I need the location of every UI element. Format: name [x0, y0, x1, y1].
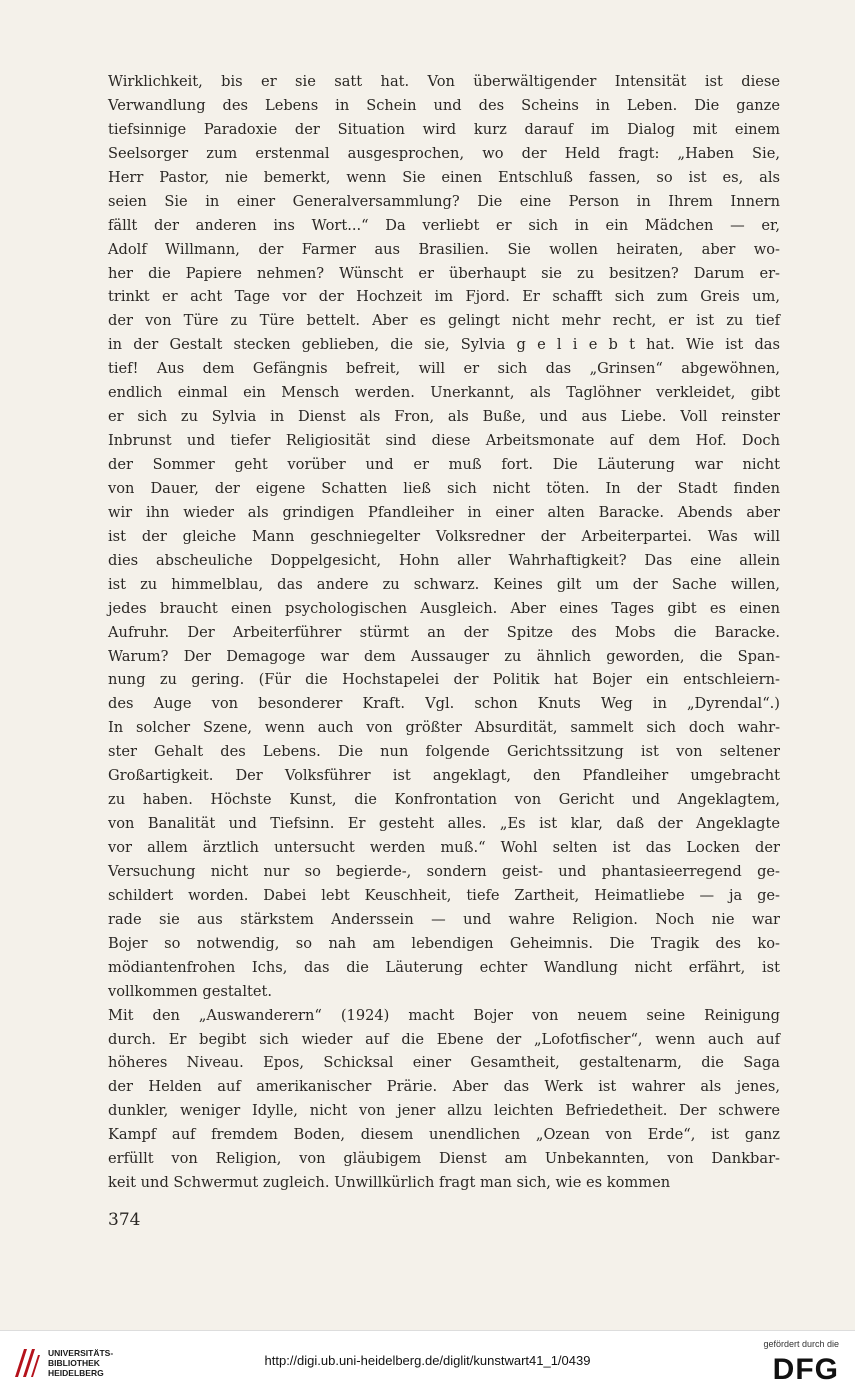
- dfg-logo: DFG: [772, 1353, 839, 1386]
- text-line: Wirklichkeit, bis er sie satt hat. Von überwältigender Intensität ist diese: [108, 73, 780, 90]
- text-line: zu haben. Höchste Kunst, die Konfrontation von Gericht und Angeklagtem,: [108, 791, 780, 809]
- library-name: UNIVERSITÄTS- BIBLIOTHEK HEIDELBERG: [48, 1348, 114, 1378]
- text-line: der Helden auf amerikanischer Prärie. Aber das Werk ist wahrer als jenes,: [108, 1078, 780, 1096]
- text-line: endlich einmal ein Mensch werden. Unerkannt, als Taglöhner verkleidet, gibt: [108, 384, 780, 402]
- text-line: schildert worden. Dabei lebt Keuschheit, tiefe Zartheit, Heimatliebe — ja ge-: [108, 886, 780, 904]
- text-line: Herr Pastor, nie bemerkt, wenn Sie einen Entschluß fassen, so ist es, als: [108, 168, 780, 186]
- text-line: ist der gleiche Mann geschniegelter Volksredner der Arbeiterpartei. Was will: [108, 527, 780, 545]
- source-url-link[interactable]: http://digi.ub.uni-heidelberg.de/diglit/kunstwart41_1/0439: [264, 1353, 591, 1368]
- text-line: er sich zu Sylvia in Dienst als Fron, als Buße, und aus Liebe. Voll reinster: [108, 408, 780, 426]
- text-line: von Banalität und Tiefsinn. Er gesteht alles. „Es ist klar, daß der Angeklagte: [108, 815, 780, 833]
- text-line: in der Gestalt stecken geblieben, die sie, Sylvia g e l i e b t hat. Wie ist das: [108, 336, 780, 354]
- text-line: keit und Schwermut zugleich. Unwillkürlich fragt man sich, wie es kommen: [108, 1174, 671, 1192]
- text-line: ster Gehalt des Lebens. Die nun folgende Gerichtssitzung ist von seltener: [108, 743, 780, 761]
- text-line: Kampf auf fremdem Boden, diesem unendlichen „Ozean von Erde“, ist ganz: [108, 1126, 780, 1144]
- text-line: mödiantenfrohen Ichs, das die Läuterung echter Wandlung nicht erfährt, ist: [108, 958, 780, 976]
- text-line: durch. Er begibt sich wieder auf die Ebene der „Lofotfischer“, wenn auch auf: [108, 1030, 780, 1048]
- text-line: der Sommer geht vorüber und er muß fort. Die Läuterung war nicht: [108, 456, 780, 473]
- text-line: wir ihn wieder als grindigen Pfandleiher in einer alten Baracke. Abends aber: [108, 503, 780, 521]
- text-line: vor allem ärztlich untersucht werden muß.“ Wohl selten ist das Locken der: [108, 839, 780, 856]
- text-line: der von Türe zu Türe bettelt. Aber es gelingt nicht mehr recht, er ist zu tief: [108, 312, 780, 330]
- text-line: Inbrunst und tiefer Religiosität sind diese Arbeitsmonate auf dem Hof. Doch: [108, 432, 780, 450]
- funded-by-label: gefördert durch die: [763, 1339, 839, 1349]
- text-line: Warum? Der Demagoge war dem Aussauger zu ähnlich geworden, die Span-: [108, 647, 780, 665]
- text-line: Bojer so notwendig, so nah am lebendigen Geheimnis. Die Tragik des ko-: [108, 934, 780, 952]
- text-line: Aufruhr. Der Arbeiterführer stürmt an der Spitze des Mobs die Baracke.: [108, 623, 780, 641]
- text-line: Verwandlung des Lebens in Schein und des Scheins in Leben. Die ganze: [108, 96, 780, 114]
- text-line: fällt der anderen ins Wort...“ Da verliebt er sich in ein Mädchen — er,: [108, 216, 780, 234]
- text-line: Mit den „Auswanderern“ (1924) macht Bojer von neuem seine Reinigung: [108, 1006, 780, 1024]
- text-line: ist zu himmelblau, das andere zu schwarz. Keines gilt um der Sache willen,: [108, 575, 780, 593]
- text-line: seien Sie in einer Generalversammlung? Die eine Person in Ihrem Innern: [108, 192, 780, 210]
- text-line: Versuchung nicht nur so begierde-, sondern geist- und phantasieerregend ge-: [108, 862, 780, 880]
- text-line: Adolf Willmann, der Farmer aus Brasilien. Sie wollen heiraten, aber wo-: [108, 240, 780, 258]
- text-line: tief! Aus dem Gefängnis befreit, will er sich das „Grinsen“ abgewöhnen,: [108, 360, 780, 378]
- text-line: höheres Niveau. Epos, Schicksal einer Gesamtheit, gestaltenarm, die Saga: [108, 1054, 780, 1072]
- text-line: Großartigkeit. Der Volksführer ist angeklagt, den Pfandleiher umgebracht: [108, 767, 780, 785]
- text-line: jedes braucht einen psychologischen Ausgleich. Aber eines Tages gibt es einen: [108, 599, 780, 617]
- text-line: rade sie aus stärkstem Anderssein — und wahre Religion. Noch nie war: [108, 910, 780, 928]
- page-number: 374: [108, 1210, 141, 1230]
- text-line: von Dauer, der eigene Schatten ließ sich nicht töten. In der Stadt finden: [108, 479, 780, 497]
- text-line: vollkommen gestaltet.: [108, 982, 273, 1000]
- text-line: dies abscheuliche Doppelgesicht, Hohn aller Wahrhaftigkeit? Das eine allein: [108, 551, 780, 569]
- text-line: des Auge von besonderer Kraft. Vgl. schon Knuts Weg in „Dyrendal“.): [108, 695, 780, 713]
- text-line: tiefsinnige Paradoxie der Situation wird kurz darauf im Dialog mit einem: [108, 120, 780, 138]
- footer-bar: [0, 1330, 855, 1393]
- text-line: nung zu gering. (Für die Hochstapelei der Politik hat Bojer ein entschleiern-: [108, 671, 780, 689]
- body-text: [108, 70, 780, 1195]
- text-line: Seelsorger zum erstenmal ausgesprochen, wo der Held fragt: „Haben Sie,: [108, 144, 780, 162]
- text-line: erfüllt von Religion, von gläubigem Dienst am Unbekannten, von Dankbar-: [108, 1150, 780, 1168]
- text-line: dunkler, weniger Idylle, nicht von jener allzu leichten Befriedetheit. Der schwere: [108, 1102, 780, 1120]
- text-line: In solcher Szene, wenn auch von größter Absurdität, sammelt sich doch wahr-: [108, 719, 780, 737]
- text-line: her die Papiere nehmen? Wünscht er überhaupt sie zu besitzen? Darum er-: [108, 264, 780, 282]
- text-line: trinkt er acht Tage vor der Hochzeit im Fjord. Er schafft sich zum Greis um,: [108, 288, 780, 306]
